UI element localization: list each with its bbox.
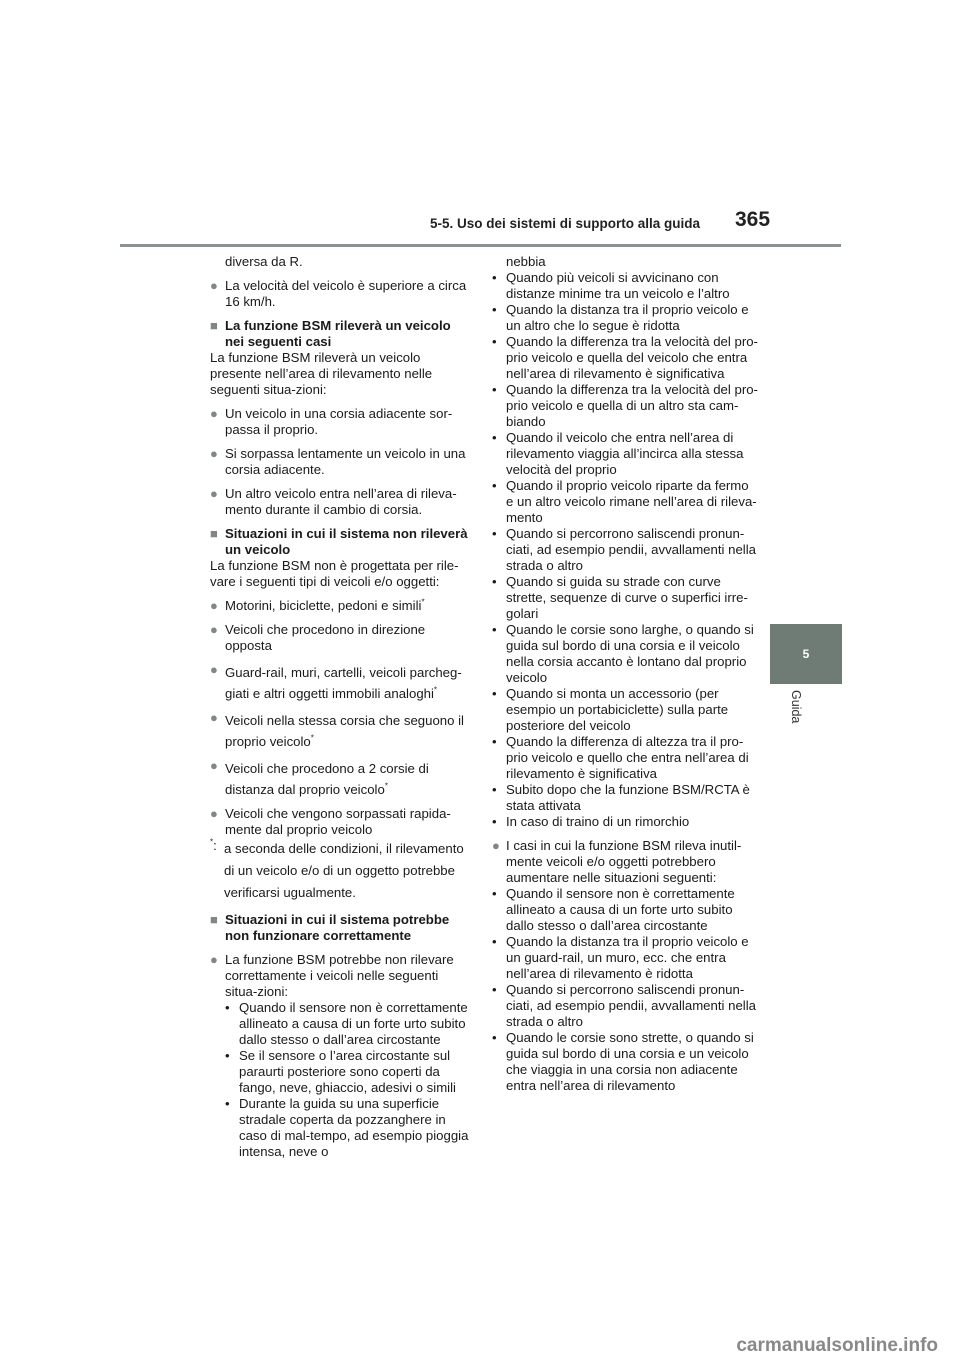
bullet-icon: ● xyxy=(210,278,218,293)
footnote: *: a seconda delle condizioni, il rilevamento di un veicolo e/o di un oggetto potrebbe verificarsi ugualmente. xyxy=(210,837,464,900)
sub-list-item: • Quando si guida su strade con curve strette, sequenze di curve o superfici irre-golari xyxy=(492,574,748,621)
list-item: ● I casi in cui la funzione BSM rileva inutil-mente veicoli e/o oggetti potrebbero aumentare nelle situazioni seguenti: xyxy=(492,838,742,885)
chapter-tab[interactable] xyxy=(770,624,842,684)
right-column xyxy=(492,254,758,1094)
sub-list-item: • Quando il proprio veicolo riparte da fermo e un altro veicolo rimane nell’area di rileva-mento xyxy=(492,478,757,525)
section-heading: ■ Situazioni in cui il sistema potrebbe non funzionare correttamente xyxy=(210,912,450,943)
list-item: ● Veicoli che procedono in direzione opposta xyxy=(210,622,426,653)
sub-list-item: • Quando il sensore non è correttamente allineato a causa di un forte urto subito dallo stesso o dall’area circostante xyxy=(225,1000,468,1047)
list-item: ● Veicoli nella stessa corsia che seguono il proprio veicolo* xyxy=(210,710,470,752)
paragraph: La funzione BSM non è progettata per rile-vare i seguenti tipi di veicoli e/o oggetti: xyxy=(210,558,459,589)
bullet-icon: ● xyxy=(210,952,218,967)
chapter-number: 5 xyxy=(802,647,810,661)
sub-list-item: • Quando più veicoli si avvicinano con distanze minime tra un veicolo e l’altro xyxy=(492,270,730,301)
sub-list-item: • Quando le corsie sono larghe, o quando si guida sul bordo di una corsia e il veicolo nella corsia accanto è lontano dal proprio veicolo xyxy=(492,622,754,685)
watermark: carmanualsonline.info xyxy=(736,1335,938,1356)
list-item: ● Si sorpassa lentamente un veicolo in una corsia adiacente. xyxy=(210,446,466,477)
sub-list-item: • Quando il veicolo che entra nell’area di rilevamento viaggia all’incirca alla stessa velocità del proprio xyxy=(492,430,744,477)
sub-list-item: • Quando la differenza di altezza tra il pro-prio veicolo e quello che entra nell’area di rilevamento è significativa xyxy=(492,734,749,781)
list-item: ● Un veicolo in una corsia adiacente sor-passa il proprio. xyxy=(210,406,453,437)
list-item: ● Motorini, biciclette, pedoni e simili* xyxy=(210,597,425,613)
left-column xyxy=(210,254,470,1160)
sub-list-item: • Quando si percorrono saliscendi pronun-ciati, ad esempio pendii, avvallamenti nella strada o altro xyxy=(492,982,756,1029)
sub-list-item: • Quando si monta un accessorio (per esempio un portabiciclette) sulla parte posteriore del veicolo xyxy=(492,686,729,733)
chapter-name: Guida xyxy=(789,690,803,724)
bullet-icon: ● xyxy=(492,838,500,853)
sub-list-item: • Quando si percorrono saliscendi pronun-ciati, ad esempio pendii, avvallamenti nella strada o altro xyxy=(492,526,756,573)
continued-text: diversa da R. xyxy=(225,254,303,269)
list-item: ● La funzione BSM potrebbe non rilevare correttamente i veicoli nelle seguenti situa-zioni: xyxy=(210,952,454,999)
list-item: ● Guard-rail, muri, cartelli, veicoli parcheg-giati e altri oggetti immobili analoghi* xyxy=(210,662,470,704)
list-item: ● Un altro veicolo entra nell’area di rileva-mento durante il cambio di corsia. xyxy=(210,486,457,517)
sub-list-item: • Quando il sensore non è correttamente allineato a causa di un forte urto subito dallo stesso o dall’area circostante xyxy=(492,886,735,933)
sub-list-item: • Quando la differenza tra la velocità del pro-prio veicolo e quella di un altro sta cam-biando xyxy=(492,382,758,429)
bullet-icon: ● xyxy=(210,806,218,821)
section-heading: ■ Situazioni in cui il sistema non rileverà un veicolo xyxy=(210,526,468,557)
bullet-icon: ● xyxy=(210,406,218,421)
list-item: ● La velocità del veicolo è superiore a circa 16 km/h. xyxy=(210,278,467,309)
sub-list-item: • Durante la guida su una superficie stradale coperta da pozzanghere in caso di mal-tempo, ad esempio pioggia intensa, neve o xyxy=(225,1096,469,1159)
sub-list-item: • Quando la distanza tra il proprio veicolo e un guard-rail, un muro, ecc. che entra nell’area di rilevamento è ridotta xyxy=(492,934,749,981)
sub-list-item: • Quando la distanza tra il proprio veicolo e un altro che lo segue è ridotta xyxy=(492,302,749,333)
sub-list-item: • Quando la differenza tra la velocità del pro-prio veicolo e quella del veicolo che entra nell’area di rilevamento è significativa xyxy=(492,334,758,381)
bullet-icon: ● xyxy=(210,622,218,637)
square-bullet-icon: ■ xyxy=(210,912,218,927)
square-bullet-icon: ■ xyxy=(210,318,218,333)
sub-list-item: • Se il sensore o l’area circostante sul paraurti posteriore sono coperti da fango, neve, ghiaccio, adesivi o simili xyxy=(225,1048,456,1095)
sub-list-item: • Quando le corsie sono strette, o quando si guida sul bordo di una corsia e un veicolo che viaggia in una corsia non adiacente entra nell’area di rilevamento xyxy=(492,1030,754,1093)
bullet-icon: ● xyxy=(210,662,218,677)
bullet-icon: ● xyxy=(210,598,218,613)
list-item: ● Veicoli che procedono a 2 corsie di distanza dal proprio veicolo* xyxy=(210,758,470,800)
continued-text: nebbia xyxy=(506,254,546,269)
bullet-icon: ● xyxy=(210,710,218,725)
sub-list-item: • Subito dopo che la funzione BSM/RCTA è stata attivata xyxy=(492,782,750,813)
square-bullet-icon: ■ xyxy=(210,526,218,541)
header-divider xyxy=(120,244,841,247)
sub-list-item: • In caso di traino di un rimorchio xyxy=(492,814,690,829)
bullet-icon: ● xyxy=(210,446,218,461)
list-item: ● Veicoli che vengono sorpassati rapida-mente dal proprio veicolo xyxy=(210,806,451,837)
section-heading: ■ La funzione BSM rileverà un veicolo nei seguenti casi xyxy=(210,318,451,349)
page-number: 365 xyxy=(735,208,771,231)
paragraph: La funzione BSM rileverà un veicolo presente nell’area di rilevamento nelle seguenti situa-zioni: xyxy=(210,350,433,397)
section-title: 5-5. Uso dei sistemi di supporto alla guida xyxy=(429,216,700,231)
bullet-icon: ● xyxy=(210,486,218,501)
bullet-icon: ● xyxy=(210,758,218,773)
